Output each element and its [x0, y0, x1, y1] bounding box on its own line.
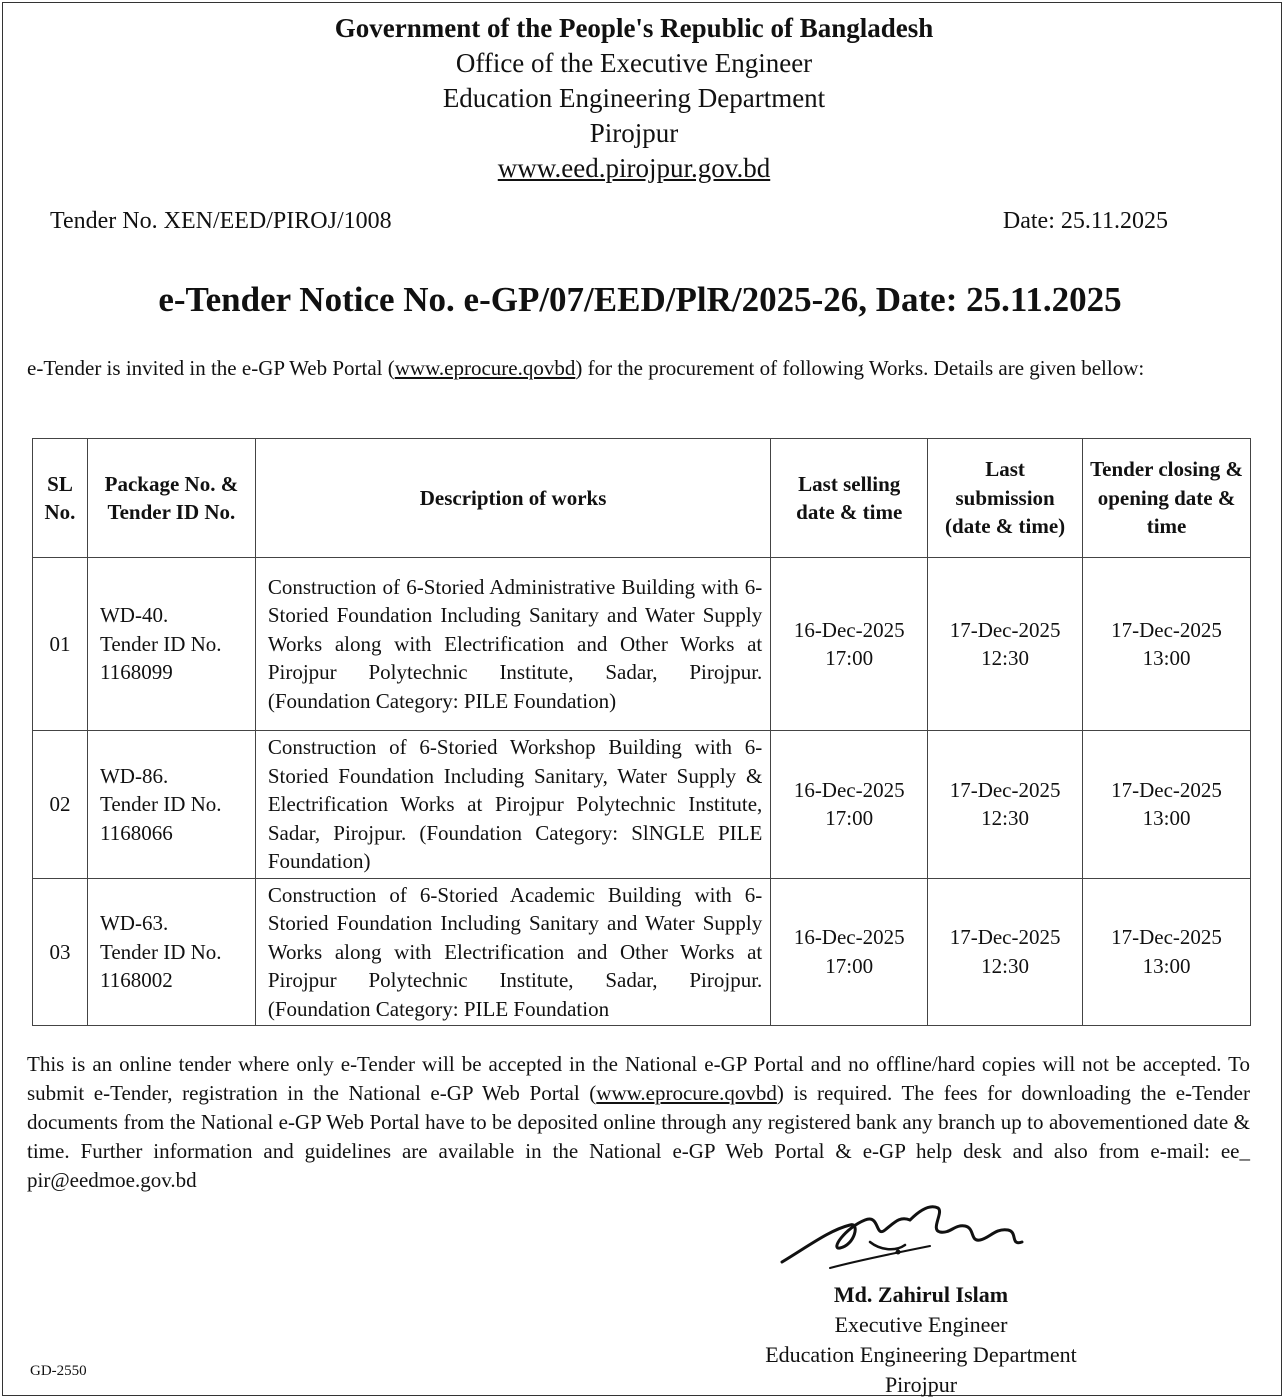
tender-number: Tender No. XEN/EED/PIROJ/1008 — [50, 208, 392, 234]
submission-date: 17-Dec-2025 — [949, 925, 1061, 950]
document-code: GD-2550 — [30, 1363, 87, 1379]
closing-date: 17-Dec-2025 — [1111, 777, 1222, 802]
package-number: WD-63. — [99, 911, 169, 935]
office-name: Office of the Executive Engineer — [455, 48, 813, 78]
row-description: Construction of 6-Storied Workshop Building with 6-Storied Foundation Including Sanitary, Water Supply & Electrification Works at Pirojpur Polytechnic Institute, Sadar, Pirojpur. (Foundation Category: SlNGLE PILE Foundation) — [255, 731, 770, 879]
intro-paragraph — [27, 354, 1237, 382]
closing-time: 13:00 — [1142, 646, 1191, 670]
selling-date: 16-Dec-2025 — [793, 925, 905, 950]
header-selling: Last selling date & time — [771, 439, 928, 558]
intro-text-start: e-Tender is invited in the e-GP Web Portal ( — [27, 356, 395, 380]
letterhead — [0, 10, 1268, 186]
submission-time: 12:30 — [981, 953, 1030, 978]
row-submission — [928, 878, 1083, 1026]
header-submission: Last submission (date & time) — [928, 439, 1083, 558]
closing-date: 17-Dec-2025 — [1111, 617, 1222, 642]
tender-date: Date: 25.11.2025 — [1002, 208, 1168, 234]
footer-paragraph — [27, 1050, 1250, 1195]
row-package — [87, 558, 255, 731]
row-sl: 02 — [33, 731, 88, 879]
row-package — [87, 731, 255, 879]
signer-name: Md. Zahirul Islam — [833, 1282, 1009, 1307]
header-closing: Tender closing & opening date & time — [1083, 439, 1251, 558]
eprocure-link[interactable]: www.eprocure.qovbd — [394, 356, 576, 380]
selling-time: 17:00 — [825, 806, 874, 831]
selling-time: 17:00 — [825, 953, 874, 978]
row-description: Construction of 6-Storied Administrative Building with 6-Storied Foundation Including Sanitary and Water Supply Works along with Electrification and Other Works at Pirojpur Polytechnic Institute, Sadar, Pirojpur. (Foundation Category: PILE Foundation) — [255, 558, 770, 731]
intro-text-end: ) for the procurement of following Works. Details are given bellow: — [575, 356, 1145, 380]
office-website-link[interactable]: www.eed.pirojpur.gov.bd — [497, 153, 771, 183]
submission-time: 12:30 — [981, 646, 1030, 670]
footer-text-start: This is an online tender where only e-Tender will be accepted in the National e-GP Portal and no offline/hard copies will not be accepted. To submit e-Tender, registration in the National e-GP Web Portal ( — [27, 1052, 1250, 1105]
row-sl: 01 — [33, 558, 88, 731]
signer-block — [740, 1280, 1102, 1400]
tender-table — [32, 438, 1251, 1026]
row-submission — [928, 731, 1083, 879]
signer-title: Executive Engineer — [834, 1312, 1008, 1337]
table-row — [33, 878, 1251, 1026]
row-sl: 03 — [33, 878, 88, 1026]
package-number: WD-40. — [99, 603, 169, 628]
footer-text-end: ) is required. The fees for downloading the e-Tender documents from the National e-GP Web Portal have to be deposited online through any registered bank any branch up to abovementioned date & time. Further information and guidelines are available in the National e-GP Web Portal & e-GP help desk and also from e-mail: ee_ pir@eedmoe.gov.bd — [27, 1081, 1250, 1192]
header-description: Description of works — [255, 439, 770, 558]
tender-id: 1168066 — [99, 820, 173, 845]
table-row — [33, 558, 1251, 731]
selling-date: 16-Dec-2025 — [793, 777, 905, 802]
closing-date: 17-Dec-2025 — [1111, 925, 1222, 950]
government-heading: Government of the People's Republic of Bangladesh — [334, 13, 934, 43]
header-sl: SL No. — [33, 439, 88, 558]
signer-department: Education Engineering Department — [765, 1342, 1077, 1367]
selling-date: 16-Dec-2025 — [793, 617, 905, 642]
tender-id: 1168099 — [99, 660, 173, 685]
tender-id: 1168002 — [99, 968, 173, 992]
notice-title: e-Tender Notice No. e-GP/07/EED/PlR/2025-26, Date: 25.11.2025 — [158, 280, 1122, 319]
department-name: Education Engineering Department — [442, 83, 826, 113]
submission-date: 17-Dec-2025 — [949, 617, 1061, 642]
row-closing — [1083, 878, 1251, 1026]
tender-id-label: Tender ID No. — [99, 631, 222, 656]
row-closing — [1083, 731, 1251, 879]
closing-time: 13:00 — [1142, 953, 1191, 978]
submission-time: 12:30 — [981, 806, 1030, 831]
header-package: Package No. & Tender ID No. — [87, 439, 255, 558]
handwritten-signature — [770, 1190, 1040, 1280]
submission-date: 17-Dec-2025 — [949, 777, 1061, 802]
selling-time: 17:00 — [825, 646, 874, 670]
office-location: Pirojpur — [589, 118, 679, 148]
package-number: WD-86. — [99, 763, 169, 788]
row-submission — [928, 558, 1083, 731]
table-header-row — [33, 439, 1251, 558]
row-description: Construction of 6-Storied Academic Building with 6-Storied Foundation Including Sanitary and Water Supply Works along with Electrification and Other Works at Pirojpur Polytechnic Institute, Sadar, Pirojpur. (Foundation Category: PILE Foundation — [255, 878, 770, 1026]
tender-id-label: Tender ID No. — [99, 792, 222, 816]
row-selling — [771, 558, 928, 731]
row-selling — [771, 878, 928, 1026]
row-package — [87, 878, 255, 1026]
row-closing — [1083, 558, 1251, 731]
closing-time: 13:00 — [1142, 806, 1191, 831]
footer-eprocure-link[interactable]: www.eprocure.qovbd — [596, 1081, 777, 1105]
signer-location: Pirojpur — [884, 1372, 958, 1397]
row-selling — [771, 731, 928, 879]
table-row — [33, 731, 1251, 879]
tender-id-label: Tender ID No. — [99, 939, 222, 964]
